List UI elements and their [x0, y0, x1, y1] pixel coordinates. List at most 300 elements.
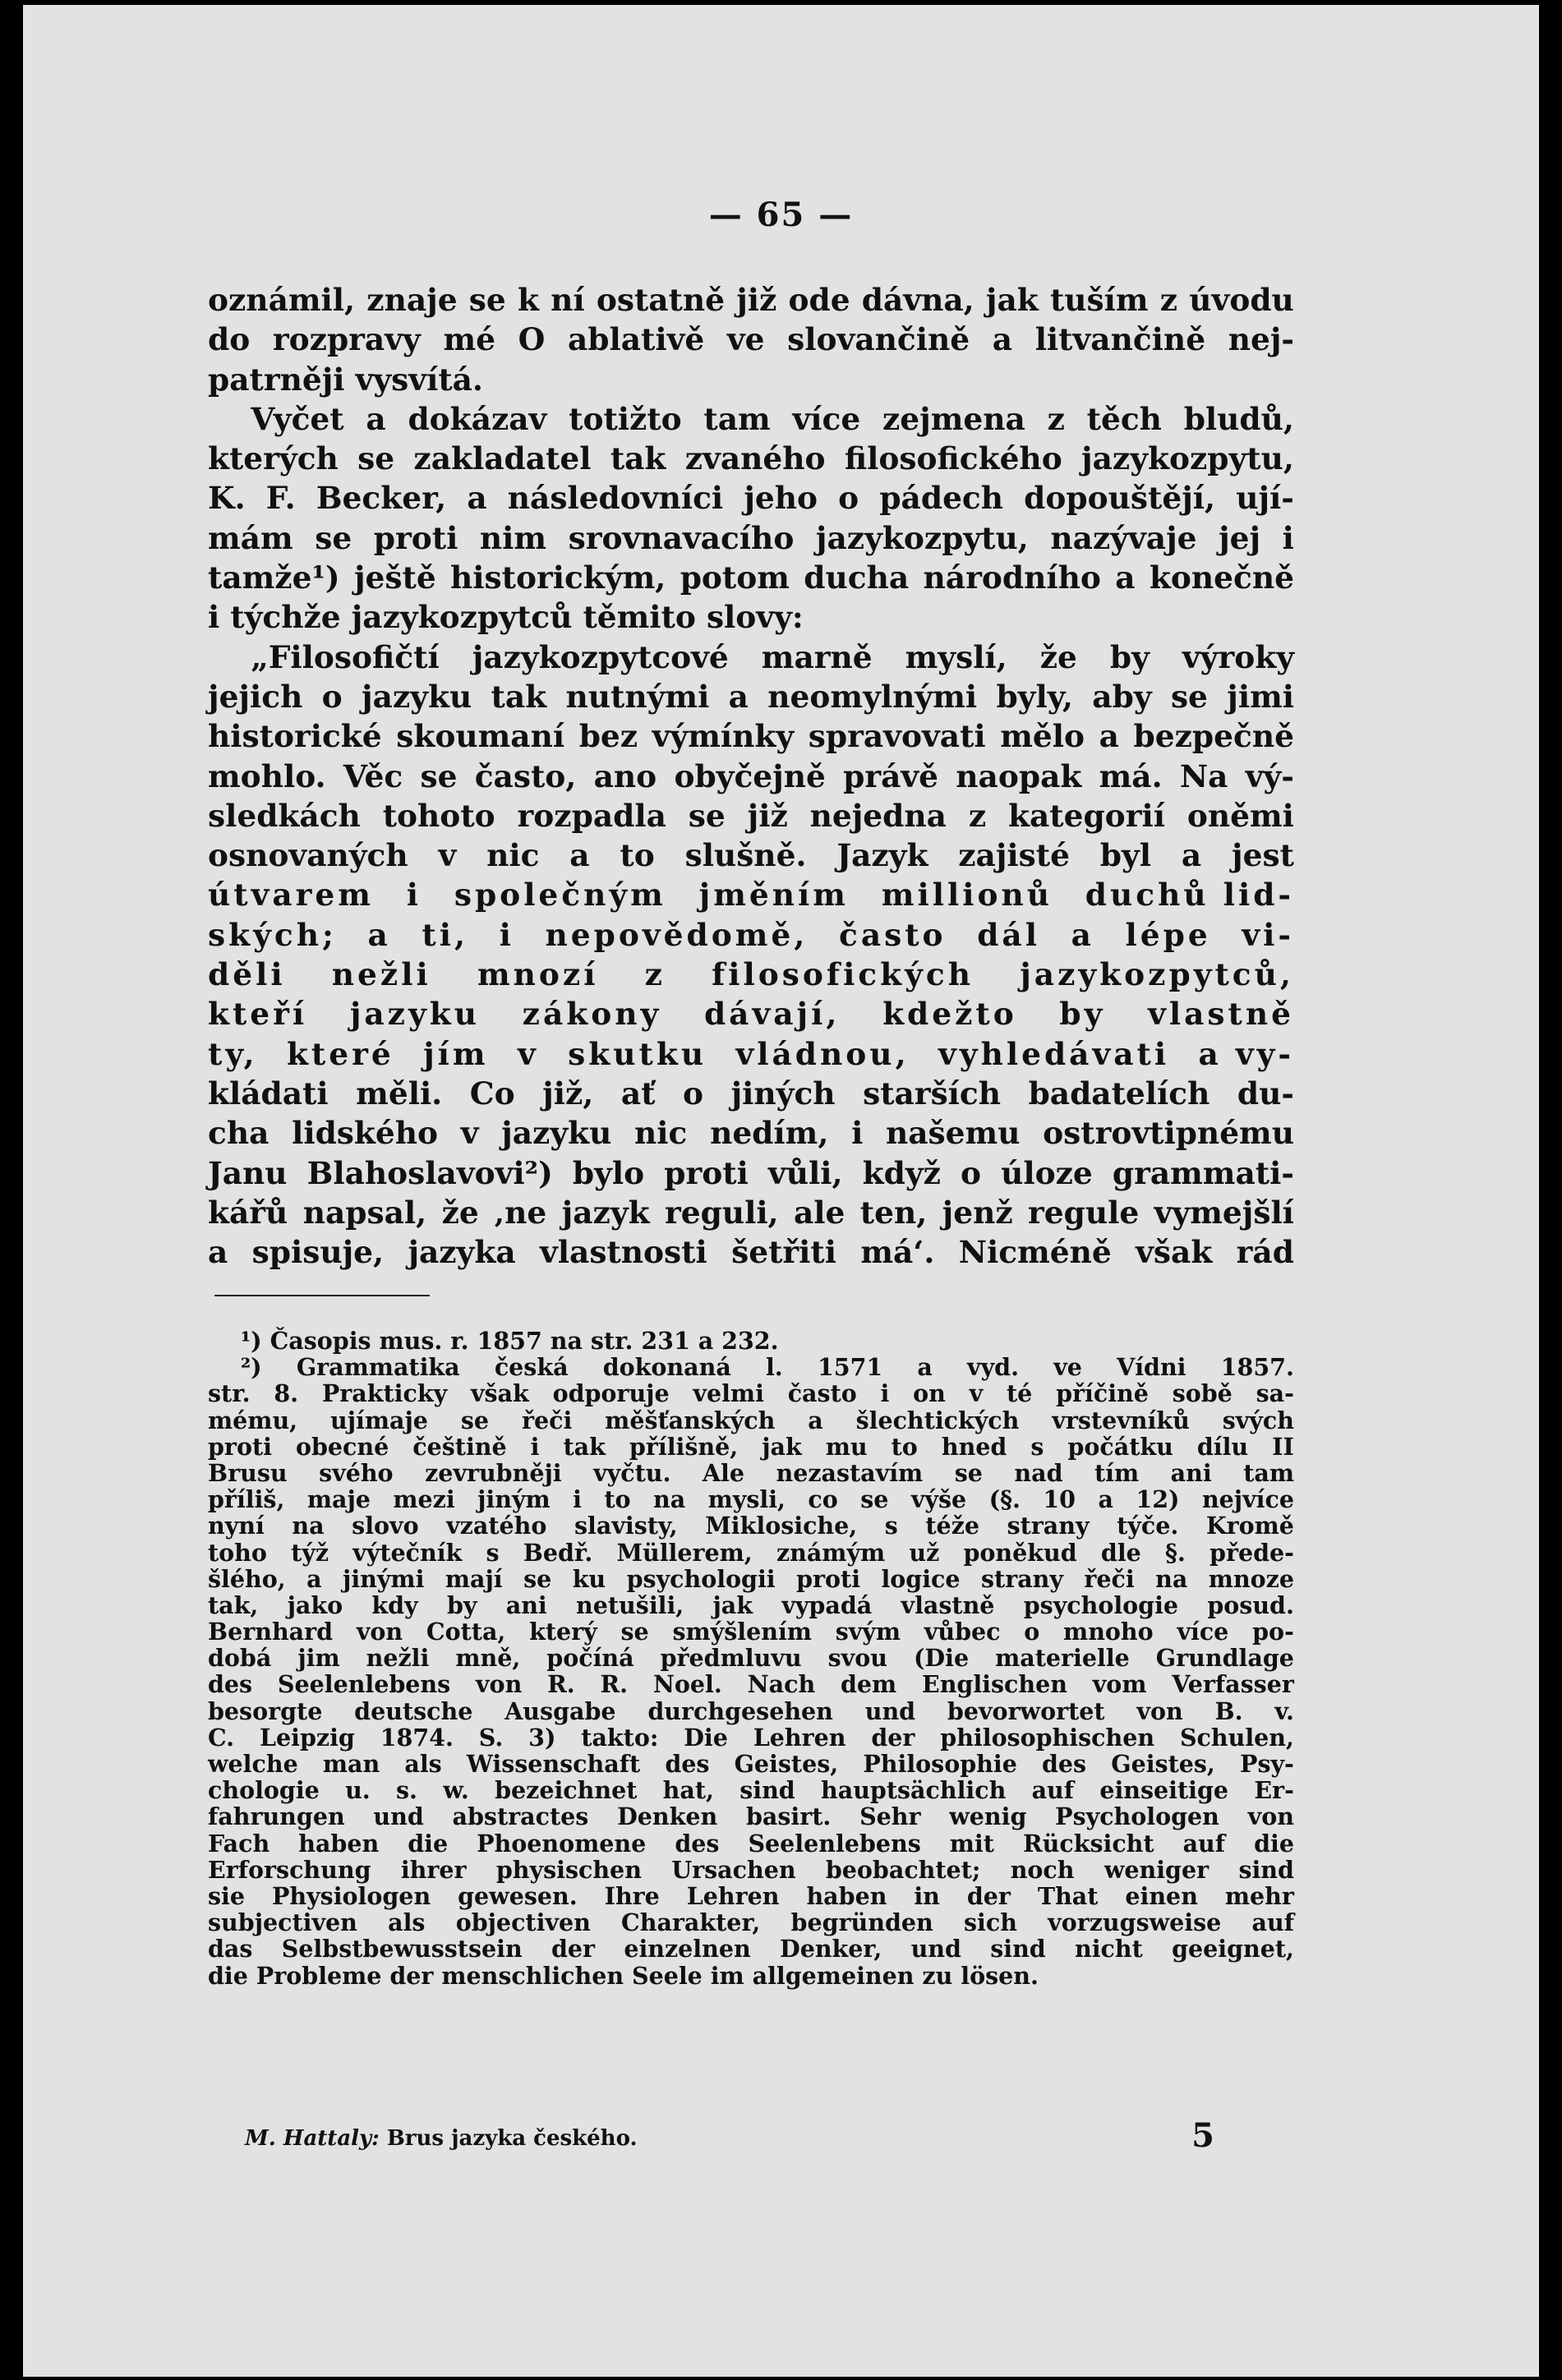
word: jazyku — [349, 996, 481, 1033]
word: basirt. — [745, 1802, 832, 1831]
word: a — [992, 321, 1013, 358]
word: které — [286, 1035, 394, 1072]
word: kdežto — [882, 996, 1017, 1033]
word: po- — [1252, 1618, 1294, 1646]
word: 3) — [528, 1723, 556, 1752]
word: vyd. — [967, 1353, 1020, 1382]
word: sind — [740, 1776, 795, 1805]
word: Wissenschaft — [466, 1750, 641, 1778]
word: bezpečně — [1133, 718, 1294, 755]
footnote-line — [208, 1803, 1294, 1830]
word: mělo — [1000, 718, 1085, 755]
word: haben — [298, 1829, 380, 1858]
word: auf — [1182, 1829, 1226, 1858]
word: se — [860, 1485, 889, 1514]
word: předmluvu — [660, 1644, 802, 1673]
word: abstractes — [452, 1802, 589, 1831]
word: neomylnými — [767, 678, 978, 715]
word: ten, — [859, 1194, 928, 1231]
footnote-line — [208, 1592, 1294, 1618]
word: jazyka — [408, 1234, 516, 1271]
word: tak — [563, 1432, 606, 1461]
word: vi- — [1242, 916, 1294, 953]
word: nic — [634, 1115, 688, 1152]
word: 1571 — [817, 1353, 883, 1382]
footnote-line — [208, 1830, 1294, 1857]
text-line — [208, 1074, 1294, 1113]
word: jiným — [477, 1485, 551, 1514]
word: des — [1041, 1750, 1087, 1778]
word: Brusu — [208, 1458, 288, 1487]
word: o — [1024, 1618, 1040, 1646]
word: vymejšlí — [1154, 1194, 1294, 1231]
footnote-line — [208, 1857, 1294, 1883]
word: osnovaných — [208, 837, 408, 874]
word: se — [468, 282, 506, 318]
text-line — [208, 716, 1294, 756]
word: odporuje — [552, 1379, 670, 1408]
word: ostrovtipnému — [1043, 1115, 1294, 1152]
word: Grundlage — [1155, 1644, 1294, 1673]
word: ty, — [208, 1035, 258, 1072]
word: Věc — [343, 757, 403, 794]
word: i — [573, 1485, 582, 1514]
word: smýšlením — [672, 1618, 812, 1646]
word: duchů lid- — [1085, 877, 1294, 914]
word: mezi — [393, 1485, 455, 1514]
word: sobě — [1172, 1379, 1233, 1408]
word: begründen — [790, 1908, 933, 1937]
text-line — [208, 994, 1294, 1033]
word: Psychologen — [1055, 1802, 1219, 1831]
word: a — [728, 678, 749, 715]
word: nim — [479, 519, 547, 556]
footnote-line — [208, 1540, 1294, 1566]
text-line — [208, 280, 1294, 320]
word: úvodu — [1189, 282, 1294, 318]
word: vlastnosti — [540, 1234, 707, 1271]
word: u. — [345, 1776, 371, 1805]
word: Grammatika — [296, 1353, 460, 1382]
word: a — [1181, 837, 1202, 874]
word: philosophischen — [940, 1723, 1155, 1752]
word: einseitige — [1099, 1776, 1229, 1805]
word: a — [306, 1564, 322, 1593]
word: znaje — [366, 282, 458, 318]
word: on — [913, 1379, 946, 1408]
word: jej — [1219, 519, 1261, 556]
word: Er- — [1254, 1776, 1294, 1805]
word: nežli — [366, 1644, 430, 1673]
word: Becker, — [316, 480, 447, 517]
word: gewesen. — [458, 1881, 578, 1910]
word: dílu — [1196, 1432, 1249, 1461]
word: nazývaje — [1050, 519, 1197, 556]
word: byly, — [996, 678, 1073, 715]
word: našemu — [885, 1115, 1021, 1152]
word: rád — [1236, 1234, 1294, 1271]
word: vlastně — [901, 1591, 995, 1619]
word: mehr — [1224, 1881, 1294, 1910]
text-line — [208, 796, 1294, 836]
word: welche — [208, 1750, 298, 1778]
word: že — [441, 1194, 479, 1231]
word: §. — [1164, 1538, 1186, 1567]
word: reguli, — [664, 1194, 779, 1231]
word: jejich — [208, 678, 303, 715]
word: starších — [863, 1075, 1002, 1112]
footnote-line — [208, 1380, 1294, 1406]
word: tam — [703, 400, 771, 437]
word: Ihre — [604, 1881, 660, 1910]
word: kářů — [208, 1194, 288, 1231]
word: v — [438, 837, 457, 874]
word: Erforschung — [208, 1855, 371, 1884]
word: ducha — [804, 559, 910, 596]
word: následovníci — [507, 480, 724, 517]
word: Leipzig — [259, 1723, 355, 1752]
word: zákony — [522, 996, 662, 1033]
word: vorzugsweise — [1048, 1908, 1222, 1937]
word: dopouštějí, — [1024, 480, 1216, 517]
word: 10 — [1043, 1485, 1076, 1514]
word: ani — [1170, 1458, 1212, 1487]
text-line — [208, 915, 1294, 955]
word: často, — [474, 757, 577, 794]
footnote-line — [208, 1698, 1294, 1724]
word: netušili, — [576, 1591, 684, 1619]
word: vlastně — [1148, 996, 1294, 1033]
word: se — [620, 1618, 649, 1646]
word: Sehr — [859, 1802, 921, 1831]
footnote-line — [208, 1751, 1294, 1777]
word: dál — [977, 916, 1040, 953]
text-line — [208, 638, 1294, 677]
word: bezeichnet — [495, 1776, 638, 1805]
word: Ursachen — [671, 1855, 796, 1884]
word: vůli, — [767, 1154, 843, 1191]
word: velmi — [693, 1379, 764, 1408]
word: tak — [610, 440, 666, 477]
word: ve — [1053, 1353, 1082, 1382]
word: ostatně — [596, 282, 726, 318]
text-line — [208, 558, 1294, 597]
word: Phoenomene — [477, 1829, 647, 1858]
word: aby — [1092, 678, 1152, 715]
text-line — [208, 875, 1294, 914]
word: in — [914, 1881, 940, 1910]
word: jazyku — [501, 1115, 612, 1152]
word: 8. — [274, 1379, 299, 1408]
word: i — [880, 1379, 890, 1408]
word: nepovědomě, — [545, 916, 809, 953]
word: nej- — [1228, 321, 1294, 358]
word: slavisty, — [574, 1512, 678, 1540]
footnote-line — [208, 1963, 1294, 1989]
word: jim — [297, 1644, 340, 1673]
word: co — [808, 1485, 838, 1514]
word: proti — [208, 1432, 272, 1461]
word: jak — [712, 1591, 753, 1619]
word: měli. — [356, 1075, 443, 1112]
word: jako — [287, 1591, 343, 1619]
word: té — [1007, 1379, 1033, 1408]
word: noch — [1010, 1855, 1075, 1884]
word: úloze — [1001, 1154, 1093, 1191]
word: i — [851, 1115, 864, 1152]
word: und — [864, 1696, 916, 1725]
word: vrstevníků — [1052, 1406, 1190, 1434]
word: materielle — [995, 1644, 1130, 1673]
word: nad — [1014, 1458, 1063, 1487]
word: nicht — [1075, 1935, 1143, 1963]
word: s — [486, 1538, 500, 1567]
word: hned — [941, 1432, 1007, 1461]
word: to — [620, 837, 655, 874]
word: nejvíce — [1201, 1485, 1294, 1514]
word: tak, — [208, 1591, 259, 1619]
footnote-line — [208, 1883, 1294, 1909]
word: lépe — [1125, 916, 1211, 953]
word: (Die — [913, 1644, 970, 1673]
word: s — [1030, 1432, 1044, 1461]
word: se — [523, 1564, 552, 1593]
word: byl — [1099, 837, 1152, 874]
word: nyní — [208, 1512, 265, 1540]
word: a — [1071, 916, 1094, 953]
word: počátku — [1067, 1432, 1173, 1461]
word: Müllerem, — [616, 1538, 753, 1567]
word: příčině — [1056, 1379, 1149, 1408]
footnote-line — [208, 1724, 1294, 1751]
page-footer — [245, 2116, 1214, 2155]
word: ují- — [1236, 480, 1294, 517]
word: haben — [806, 1881, 887, 1910]
word: pádech — [879, 480, 1004, 517]
word: grammati- — [1112, 1154, 1294, 1191]
word: jazykozpytu, — [1081, 440, 1294, 477]
word: zevrubněji — [425, 1458, 562, 1487]
word: l. — [765, 1353, 783, 1382]
word: C. — [208, 1723, 235, 1752]
word: spravovati — [808, 718, 986, 755]
word: více — [1177, 1618, 1229, 1646]
word: Kromě — [1205, 1512, 1294, 1540]
word: společným — [454, 877, 666, 914]
word: historické — [208, 718, 382, 755]
word: a — [208, 1234, 228, 1271]
word: a — [467, 480, 487, 517]
word: ²) — [208, 1353, 262, 1382]
word: zajisté — [958, 837, 1070, 874]
text-line — [208, 677, 1294, 716]
word: fahrungen — [208, 1802, 345, 1831]
word: chologie — [208, 1776, 320, 1805]
word: O — [518, 321, 546, 358]
word: sich — [963, 1908, 1017, 1937]
word: sind — [1238, 1855, 1294, 1884]
word: obyčejně — [674, 757, 826, 794]
word: však — [1136, 1234, 1213, 1271]
word: o — [321, 678, 343, 715]
word: B. — [1214, 1696, 1243, 1725]
word: ablativě — [567, 321, 705, 358]
word: und — [910, 1935, 961, 1963]
text-line — [208, 399, 1294, 439]
word: řeči — [521, 1406, 573, 1434]
footnotes — [208, 1328, 1294, 1989]
word: nežli — [331, 956, 431, 993]
text-line — [208, 1034, 1294, 1074]
word: als — [388, 1908, 426, 1937]
word: ských; — [208, 916, 337, 953]
word: dokonaná — [602, 1353, 731, 1382]
word: mají — [445, 1564, 503, 1593]
word: o — [838, 480, 859, 517]
word: výmínky — [652, 718, 795, 755]
word: více — [792, 400, 861, 437]
word: dokázav — [408, 400, 547, 437]
word: v — [460, 1115, 479, 1152]
word: k — [517, 282, 539, 318]
word: přílišně, — [629, 1432, 739, 1461]
word: mysli, — [707, 1485, 786, 1514]
word: litvančině — [1034, 321, 1206, 358]
word: patrněji vysvítá. — [208, 361, 483, 398]
word: počíná — [546, 1644, 634, 1673]
word: s — [884, 1512, 898, 1540]
word: die — [408, 1829, 449, 1858]
word: i týchže jazykozpytců těmito slovy: — [208, 599, 804, 636]
text-line — [208, 320, 1294, 359]
word: často — [838, 916, 947, 953]
word: ¹) Časopis mus. r. 1857 na str. 231 a 232. — [208, 1327, 779, 1355]
word: oznámil, — [208, 282, 356, 318]
footnote-line — [208, 1645, 1294, 1671]
word: besorgte — [208, 1696, 323, 1725]
word: by — [446, 1591, 477, 1619]
word: jest — [1232, 837, 1294, 874]
word: mé — [443, 321, 495, 358]
word: nic — [486, 837, 540, 874]
word: tuším — [1049, 282, 1149, 318]
word: jiných — [730, 1075, 836, 1112]
word: millionů — [881, 877, 1053, 914]
word: že — [1039, 638, 1077, 675]
word: von — [1136, 1696, 1183, 1725]
word: proti — [796, 1564, 861, 1593]
word: 12) — [1136, 1485, 1180, 1514]
text-line — [208, 1153, 1294, 1193]
word: rozpravy — [272, 321, 421, 358]
word: ještě — [353, 559, 436, 596]
word: kteří — [208, 996, 308, 1033]
word: zejmena — [882, 400, 1025, 437]
word: vládnou, — [735, 1035, 910, 1072]
word: česká — [494, 1353, 569, 1382]
word: regule — [1028, 1194, 1140, 1231]
word: by — [1059, 996, 1106, 1033]
word: des — [675, 1829, 720, 1858]
word: a vy- — [1198, 1035, 1294, 1072]
word: F. — [265, 480, 296, 517]
text-line — [208, 1113, 1294, 1153]
word: se — [688, 797, 726, 834]
word: oněmi — [1186, 797, 1294, 834]
word: poněkud — [963, 1538, 1077, 1567]
word: psychologii — [626, 1564, 776, 1593]
signature-author: M. Hattaly: — [245, 2126, 380, 2151]
word: týče. — [1117, 1512, 1179, 1540]
word: již, — [542, 1075, 594, 1112]
word: dávají, — [703, 996, 841, 1033]
word: Nicméně — [958, 1234, 1112, 1271]
word: a — [367, 916, 391, 953]
word: Philosophie — [863, 1750, 1017, 1778]
word: jenž — [942, 1194, 1013, 1231]
word: marně — [761, 638, 873, 675]
footnote-line — [208, 1909, 1294, 1936]
word: einen — [1125, 1881, 1198, 1910]
word: Die — [684, 1723, 728, 1752]
word: historickým, — [450, 559, 666, 596]
word: Seelenlebens — [277, 1670, 451, 1699]
word: který — [529, 1618, 597, 1646]
word: slovančině — [787, 321, 970, 358]
word: v — [517, 1035, 539, 1072]
word: lidského — [292, 1115, 439, 1152]
word: Nach — [747, 1670, 816, 1699]
word: se — [1170, 678, 1208, 715]
word: vý- — [1245, 757, 1294, 794]
word: a — [917, 1353, 933, 1382]
word: naopak — [956, 757, 1082, 794]
word: Cotta, — [426, 1618, 506, 1646]
word: Co — [469, 1075, 515, 1112]
word: i — [499, 916, 514, 953]
word: jím — [423, 1035, 489, 1072]
word: ní — [551, 282, 585, 318]
word: Bernhard — [208, 1618, 334, 1646]
word: kládati — [208, 1075, 329, 1112]
word: když — [862, 1154, 941, 1191]
word: svého — [319, 1458, 394, 1487]
word: řeči — [1084, 1564, 1135, 1593]
word: subjectiven — [208, 1908, 357, 1937]
word: již — [736, 282, 777, 318]
word: (§. — [988, 1485, 1021, 1514]
word: z — [644, 956, 666, 993]
word: und — [373, 1802, 424, 1831]
word: mnoho — [1063, 1618, 1154, 1646]
word: a — [1098, 1485, 1113, 1514]
word: w. — [443, 1776, 469, 1805]
word: kterých — [208, 440, 339, 477]
text-line — [208, 439, 1294, 478]
word: slovo — [352, 1512, 419, 1540]
signature-title: Brus jazyka českého. — [386, 2126, 638, 2151]
word: těch — [1086, 400, 1162, 437]
word: tamže¹) — [208, 559, 340, 596]
word: Denker, — [779, 1935, 882, 1963]
word: jak — [985, 282, 1039, 318]
word: II — [1272, 1432, 1294, 1461]
word: dobá — [208, 1644, 272, 1673]
word: Lehren — [753, 1723, 846, 1752]
word: deutsche — [354, 1696, 473, 1725]
word: dle — [1100, 1538, 1141, 1567]
word: von — [476, 1670, 523, 1699]
